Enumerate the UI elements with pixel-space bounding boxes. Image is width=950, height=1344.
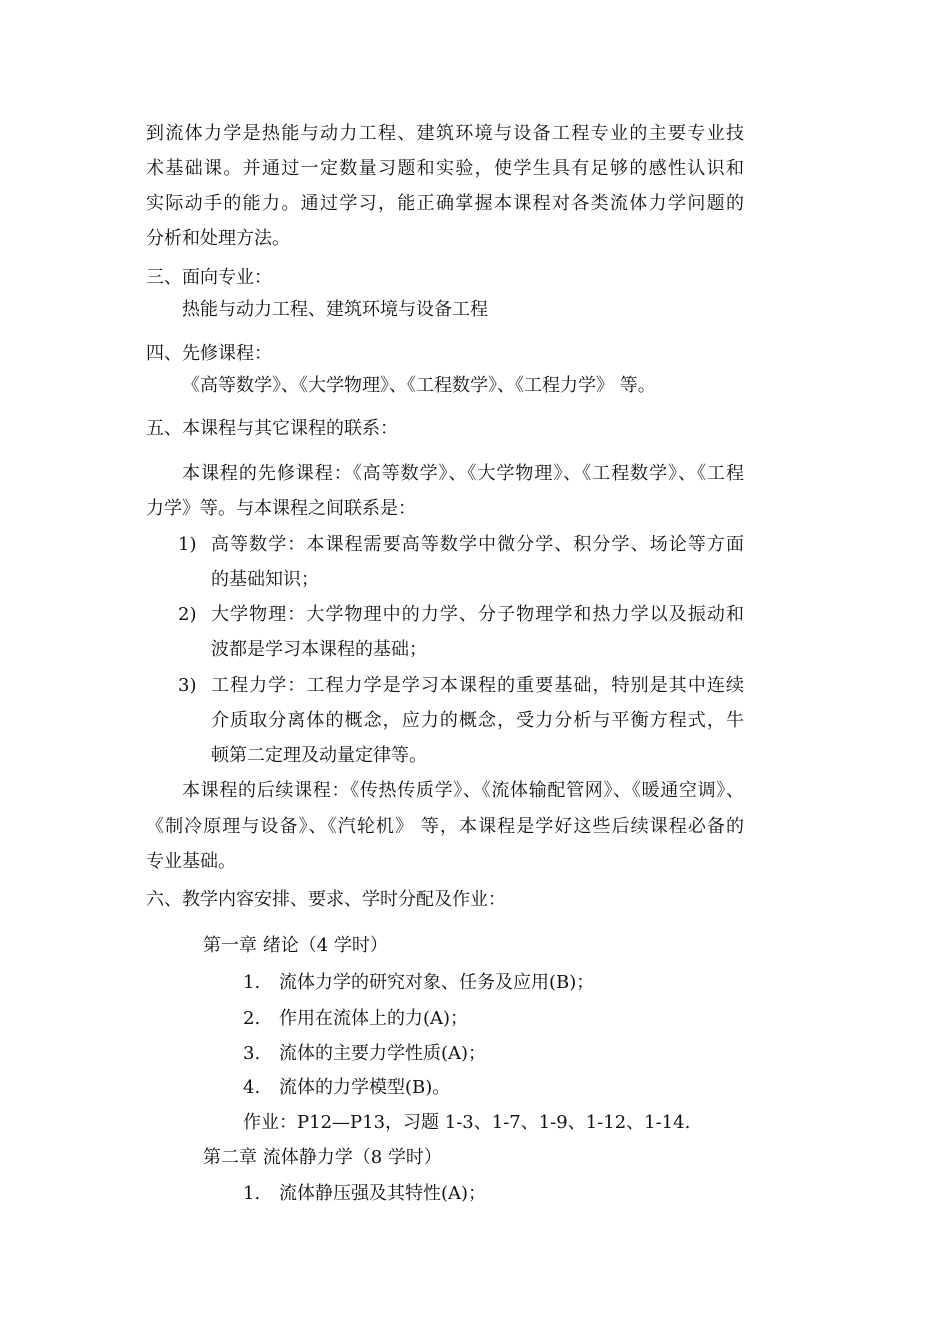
section5-para1-line-1: 本课程的先修课程：《高等数学》、《大学物理》、《工程数学》、《工程 (182, 463, 744, 484)
chapter1-item-2-text: 作用在流体上的力(A)； (279, 1008, 469, 1029)
chapter1-item-3-number: 3. (243, 1043, 261, 1064)
list-item-2-number: 2) (178, 604, 197, 625)
section3-heading: 三、面向专业： (146, 267, 272, 288)
chapter1-item-3-text: 流体的主要力学性质(A)； (279, 1043, 487, 1064)
intro-line-3: 实际动手的能力。通过学习，能正确掌握本课程对各类流体力学问题的 (146, 193, 744, 214)
list-item-1-line-2: 的基础知识； (211, 569, 319, 590)
chapter2-item-1-text: 流体静压强及其特性(A)； (279, 1183, 487, 1204)
chapter1-homework: 作业：P12—P13，习题 1-3、1-7、1-9、1-12、1-14. (243, 1112, 691, 1133)
section6-heading: 六、教学内容安排、要求、学时分配及作业： (146, 889, 506, 910)
chapter2-item-1-number: 1. (243, 1183, 261, 1204)
section5-para1-line-2: 力学》等。与本课程之间联系是： (146, 498, 416, 519)
list-item-1-number: 1) (178, 534, 197, 555)
chapter1-item-1-number: 1. (243, 972, 261, 993)
section4-heading: 四、先修课程： (146, 343, 272, 364)
chapter1-item-4-text: 流体的力学模型(B)。 (279, 1077, 451, 1098)
section5-para2-line-1: 本课程的后续课程：《传热传质学》、《流体输配管网》、《暖通空调》、 (182, 780, 744, 801)
chapter1-item-1-text: 流体力学的研究对象、任务及应用(B)； (279, 972, 595, 993)
chapter1-item-2-number: 2. (243, 1008, 261, 1029)
section3-body: 热能与动力工程、建筑环境与设备工程 (182, 299, 488, 320)
intro-line-2: 术基础课。并通过一定数量习题和实验，使学生具有足够的感性认识和 (146, 158, 744, 179)
section4-body: 《高等数学》、《大学物理》、《工程数学》、《工程力学》 等。 (182, 375, 656, 396)
section5-para2-line-2: 《制冷原理与设备》、《汽轮机》 等，本课程是学好这些后续课程必备的 (146, 816, 744, 837)
list-item-1-line-1: 高等数学：本课程需要高等数学中微分学、积分学、场论等方面 (211, 534, 744, 555)
chapter1-title: 第一章 绪论（4 学时） (203, 935, 388, 956)
section5-para2-line-3: 专业基础。 (146, 851, 236, 872)
list-item-3-number: 3) (178, 675, 197, 696)
chapter2-title: 第二章 流体静力学（8 学时） (203, 1147, 442, 1168)
list-item-2-line-2: 波都是学习本课程的基础； (211, 639, 427, 660)
section5-heading: 五、本课程与其它课程的联系： (146, 418, 398, 439)
list-item-3-line-1: 工程力学：工程力学是学习本课程的重要基础，特别是其中连续 (211, 675, 744, 696)
list-item-2-line-1: 大学物理：大学物理中的力学、分子物理学和热力学以及振动和 (211, 604, 744, 625)
list-item-3-line-3: 顿第二定理及动量定律等。 (211, 745, 427, 766)
intro-line-4: 分析和处理方法。 (146, 228, 290, 249)
intro-line-1: 到流体力学是热能与动力工程、建筑环境与设备工程专业的主要专业技 (146, 123, 744, 144)
chapter1-item-4-number: 4. (243, 1077, 261, 1098)
list-item-3-line-2: 介质取分离体的概念，应力的概念，受力分析与平衡方程式，牛 (211, 710, 744, 731)
